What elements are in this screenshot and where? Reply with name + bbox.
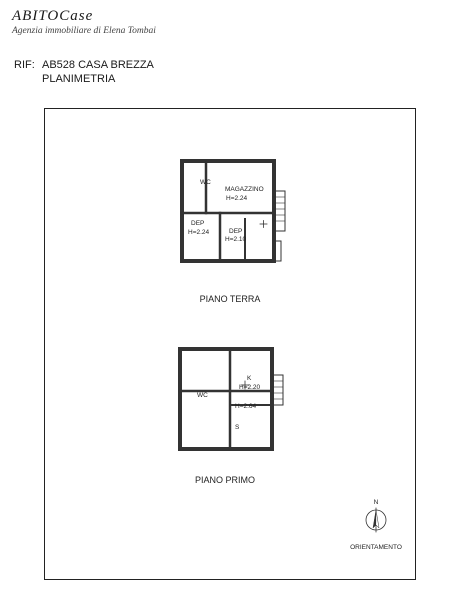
room-label: MAGAZZINO bbox=[225, 186, 264, 193]
floor-plan-drawing bbox=[45, 109, 417, 581]
ground-floor-title: PIANO TERRA bbox=[199, 294, 261, 304]
first-floor-plan bbox=[180, 349, 283, 449]
agency-name: ABITOCase bbox=[12, 8, 94, 24]
reference-code: AB528 CASA BREZZA bbox=[42, 59, 154, 71]
room-height: H=2.10 bbox=[225, 236, 247, 243]
agency-logo bbox=[12, 8, 156, 37]
first-floor-title: PIANO PRIMO bbox=[194, 475, 256, 485]
reference-label: RIF: bbox=[14, 59, 35, 71]
agency-tagline: Agenzia immobiliare di Elena Tombai bbox=[12, 26, 156, 36]
room-label: DEP bbox=[229, 228, 243, 235]
room-height: H=2.64 bbox=[235, 403, 257, 410]
room-label: K bbox=[247, 375, 252, 382]
room-height: H=2.24 bbox=[226, 195, 248, 202]
room-label: DEP bbox=[191, 220, 205, 227]
room-label: S bbox=[235, 424, 240, 431]
reference-subtitle: PLANIMETRIA bbox=[42, 73, 116, 85]
compass-north-label: N bbox=[373, 499, 379, 506]
ground-floor-plan bbox=[182, 161, 285, 261]
compass-icon bbox=[366, 508, 386, 532]
room-height: H=2.24 bbox=[188, 229, 210, 236]
room-label: WC bbox=[200, 179, 211, 186]
room-height: H=2.20 bbox=[239, 384, 261, 391]
orientation-label: ORIENTAMENTO bbox=[350, 544, 402, 551]
room-label: WC bbox=[197, 392, 208, 399]
floor-plan-sheet bbox=[44, 108, 416, 580]
